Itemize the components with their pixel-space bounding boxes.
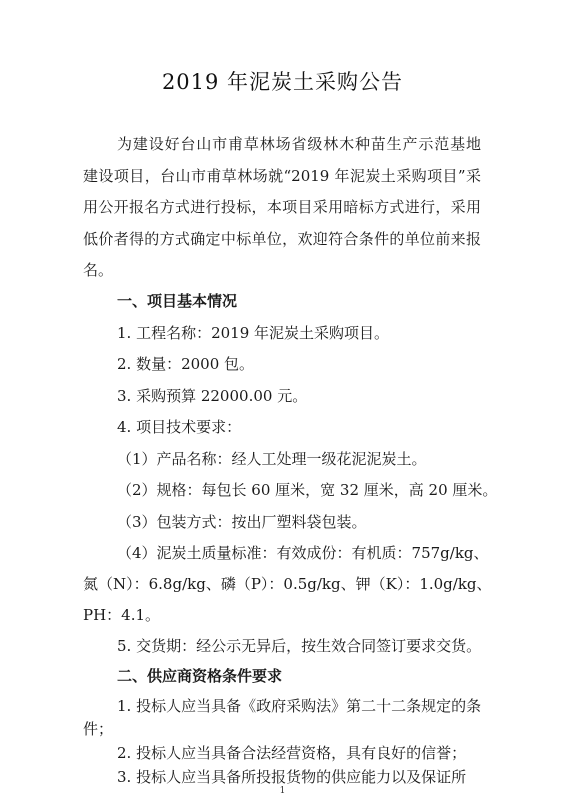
section-heading: 二、供应商资格条件要求 bbox=[117, 667, 283, 685]
list-item: 1. 工程名称：2019 年泥炭土采购项目。 bbox=[117, 324, 390, 342]
list-item: （1）产品名称：经人工处理一级花泥泥炭土。 bbox=[117, 450, 427, 468]
page-title: 2019 年泥炭土采购公告 bbox=[161, 70, 404, 94]
list-item: 3. 采购预算 22000.00 元。 bbox=[117, 387, 308, 405]
list-item: 3. 投标人应当具备所投报货物的供应能力以及保证所 bbox=[117, 768, 467, 786]
page-number: 1 bbox=[279, 786, 286, 796]
list-item: 5. 交货期：经公示无异后，按生效合同签订要求交货。 bbox=[117, 637, 482, 655]
list-item: 氮（N）：6.8g/kg、磷（P）：0.5g/kg、钾（K）：1.0g/kg、 bbox=[83, 575, 492, 593]
list-item: 4. 项目技术要求： bbox=[117, 418, 242, 436]
list-item: （3）包装方式：按出厂塑料袋包装。 bbox=[117, 513, 367, 531]
paragraph-line: 名。 bbox=[83, 261, 114, 279]
paragraph-line: 用公开报名方式进行投标，本项目采用暗标方式进行，采用 bbox=[83, 198, 481, 216]
list-item: （2）规格：每包长 60 厘米，宽 32 厘米，高 20 厘米。 bbox=[117, 481, 498, 499]
list-item: 件； bbox=[83, 720, 114, 738]
paragraph-line: 低价者得的方式确定中标单位，欢迎符合条件的单位前来报 bbox=[83, 230, 481, 248]
list-item: 2. 数量：2000 包。 bbox=[117, 355, 255, 373]
list-item: PH：4.1。 bbox=[83, 606, 161, 624]
list-item: （4）泥炭土质量标准：有效成份：有机质：757g/kg、 bbox=[117, 544, 489, 562]
list-item: 1. 投标人应当具备《政府采购法》第二十二条规定的条 bbox=[117, 697, 482, 715]
paragraph-line: 为建设好台山市甫草林场省级林木种苗生产示范基地 bbox=[117, 135, 481, 153]
list-item: 2. 投标人应当具备合法经营资格，具有良好的信誉； bbox=[117, 744, 467, 762]
paragraph-line: 建设项目，台山市甫草林场就“2019 年泥炭土采购项目”采 bbox=[83, 167, 481, 185]
section-heading: 一、项目基本情况 bbox=[117, 292, 238, 310]
